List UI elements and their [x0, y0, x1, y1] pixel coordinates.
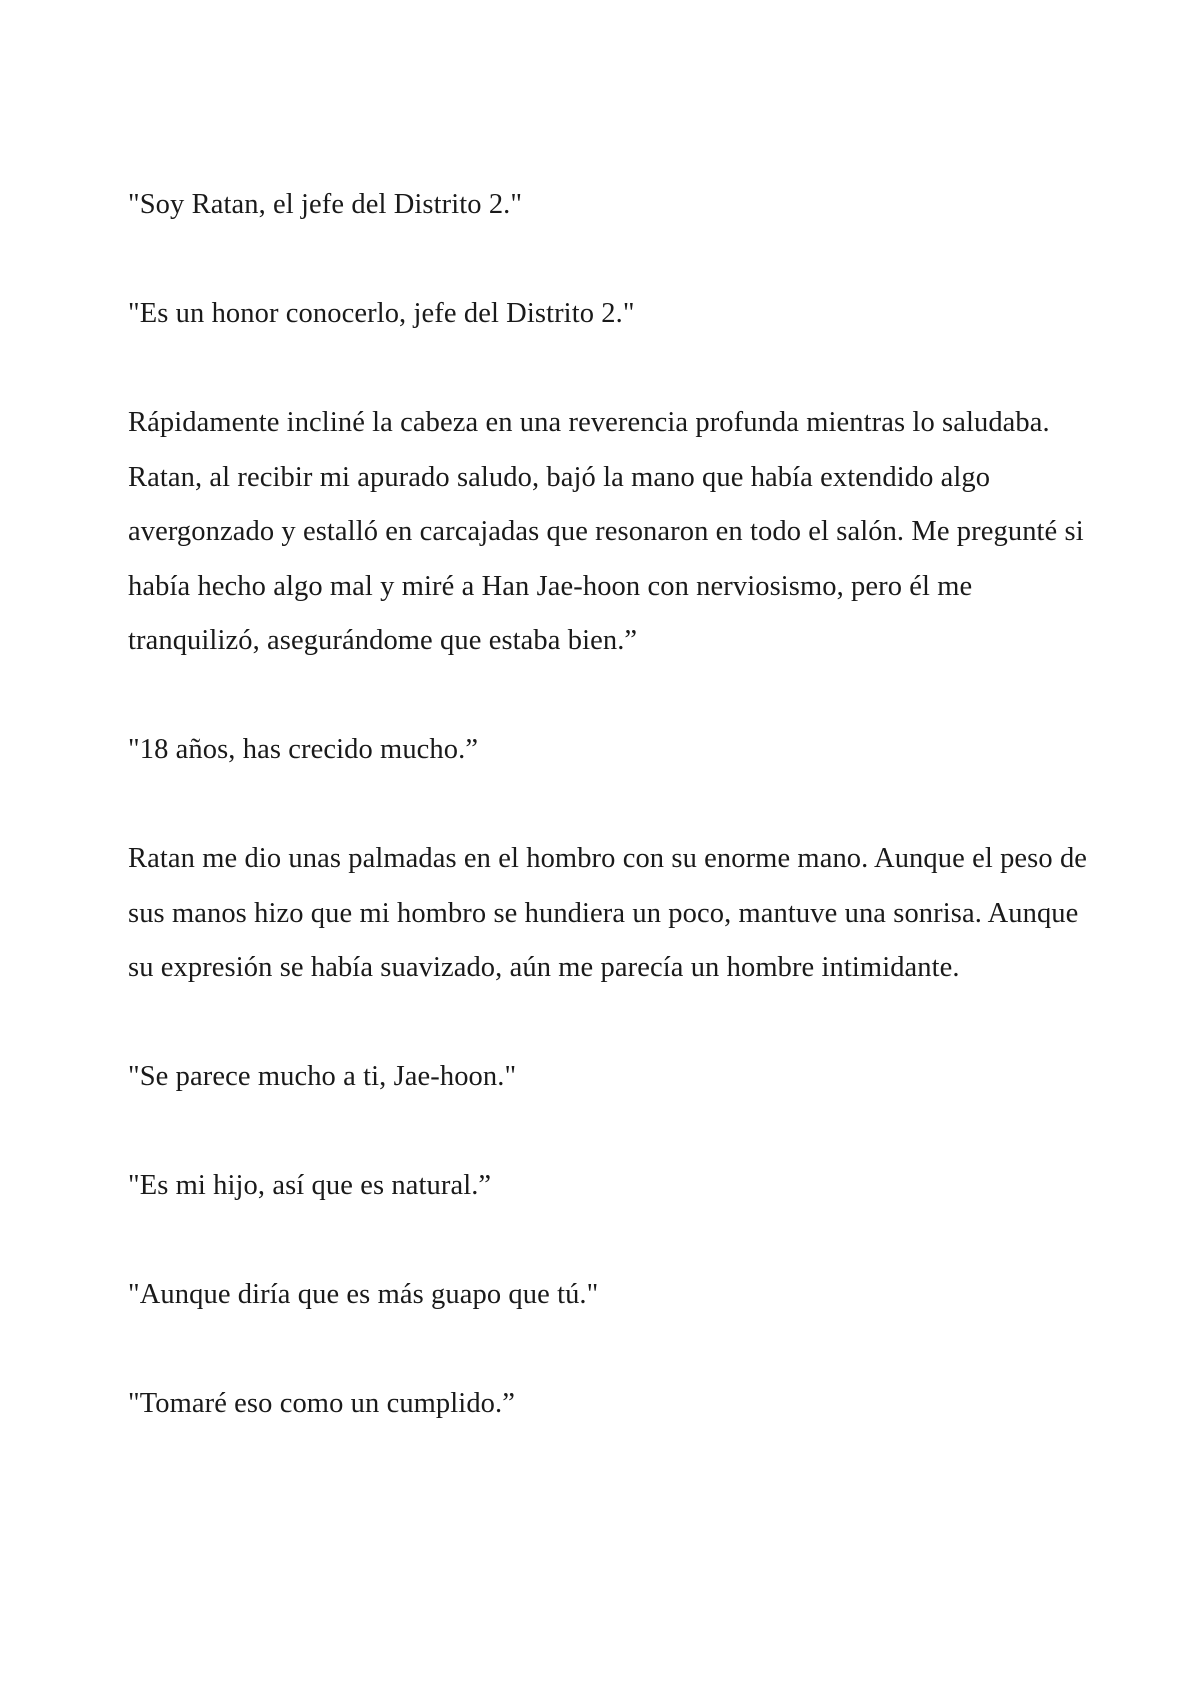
dialogue-paragraph: "Se parece mucho a ti, Jae-hoon."	[128, 1061, 517, 1092]
dialogue-paragraph: "Tomaré eso como un cumplido.”	[128, 1388, 515, 1419]
narrative-paragraph: Rápidamente incliné la cabeza en una reverencia profunda mientras lo saludaba. Ratan, al recibir mi apurado saludo, bajó la mano que había extendido algo avergonzado y estalló en carcajadas que resonaron en todo el salón. Me pregunté si había hecho algo mal y miré a Han Jae-hoon con nerviosismo, pero él me tranquilizó, asegurándome que estaba bien.”	[128, 407, 1084, 656]
dialogue-paragraph: "Es mi hijo, así que es natural.”	[128, 1170, 492, 1201]
document-page	[128, 178, 1088, 1486]
narrative-paragraph: Ratan me dio unas palmadas en el hombro con su enorme mano. Aunque el peso de sus manos hizo que mi hombro se hundiera un poco, mantuve una sonrisa. Aunque su expresión se había suavizado, aún me parecía un hombre intimidante.	[128, 843, 1088, 983]
dialogue-paragraph: "Es un honor conocerlo, jefe del Distrito 2."	[128, 298, 635, 329]
dialogue-paragraph: "Soy Ratan, el jefe del Distrito 2."	[128, 189, 523, 220]
dialogue-paragraph: "Aunque diría que es más guapo que tú."	[128, 1279, 599, 1310]
dialogue-paragraph: "18 años, has crecido mucho.”	[128, 734, 479, 765]
